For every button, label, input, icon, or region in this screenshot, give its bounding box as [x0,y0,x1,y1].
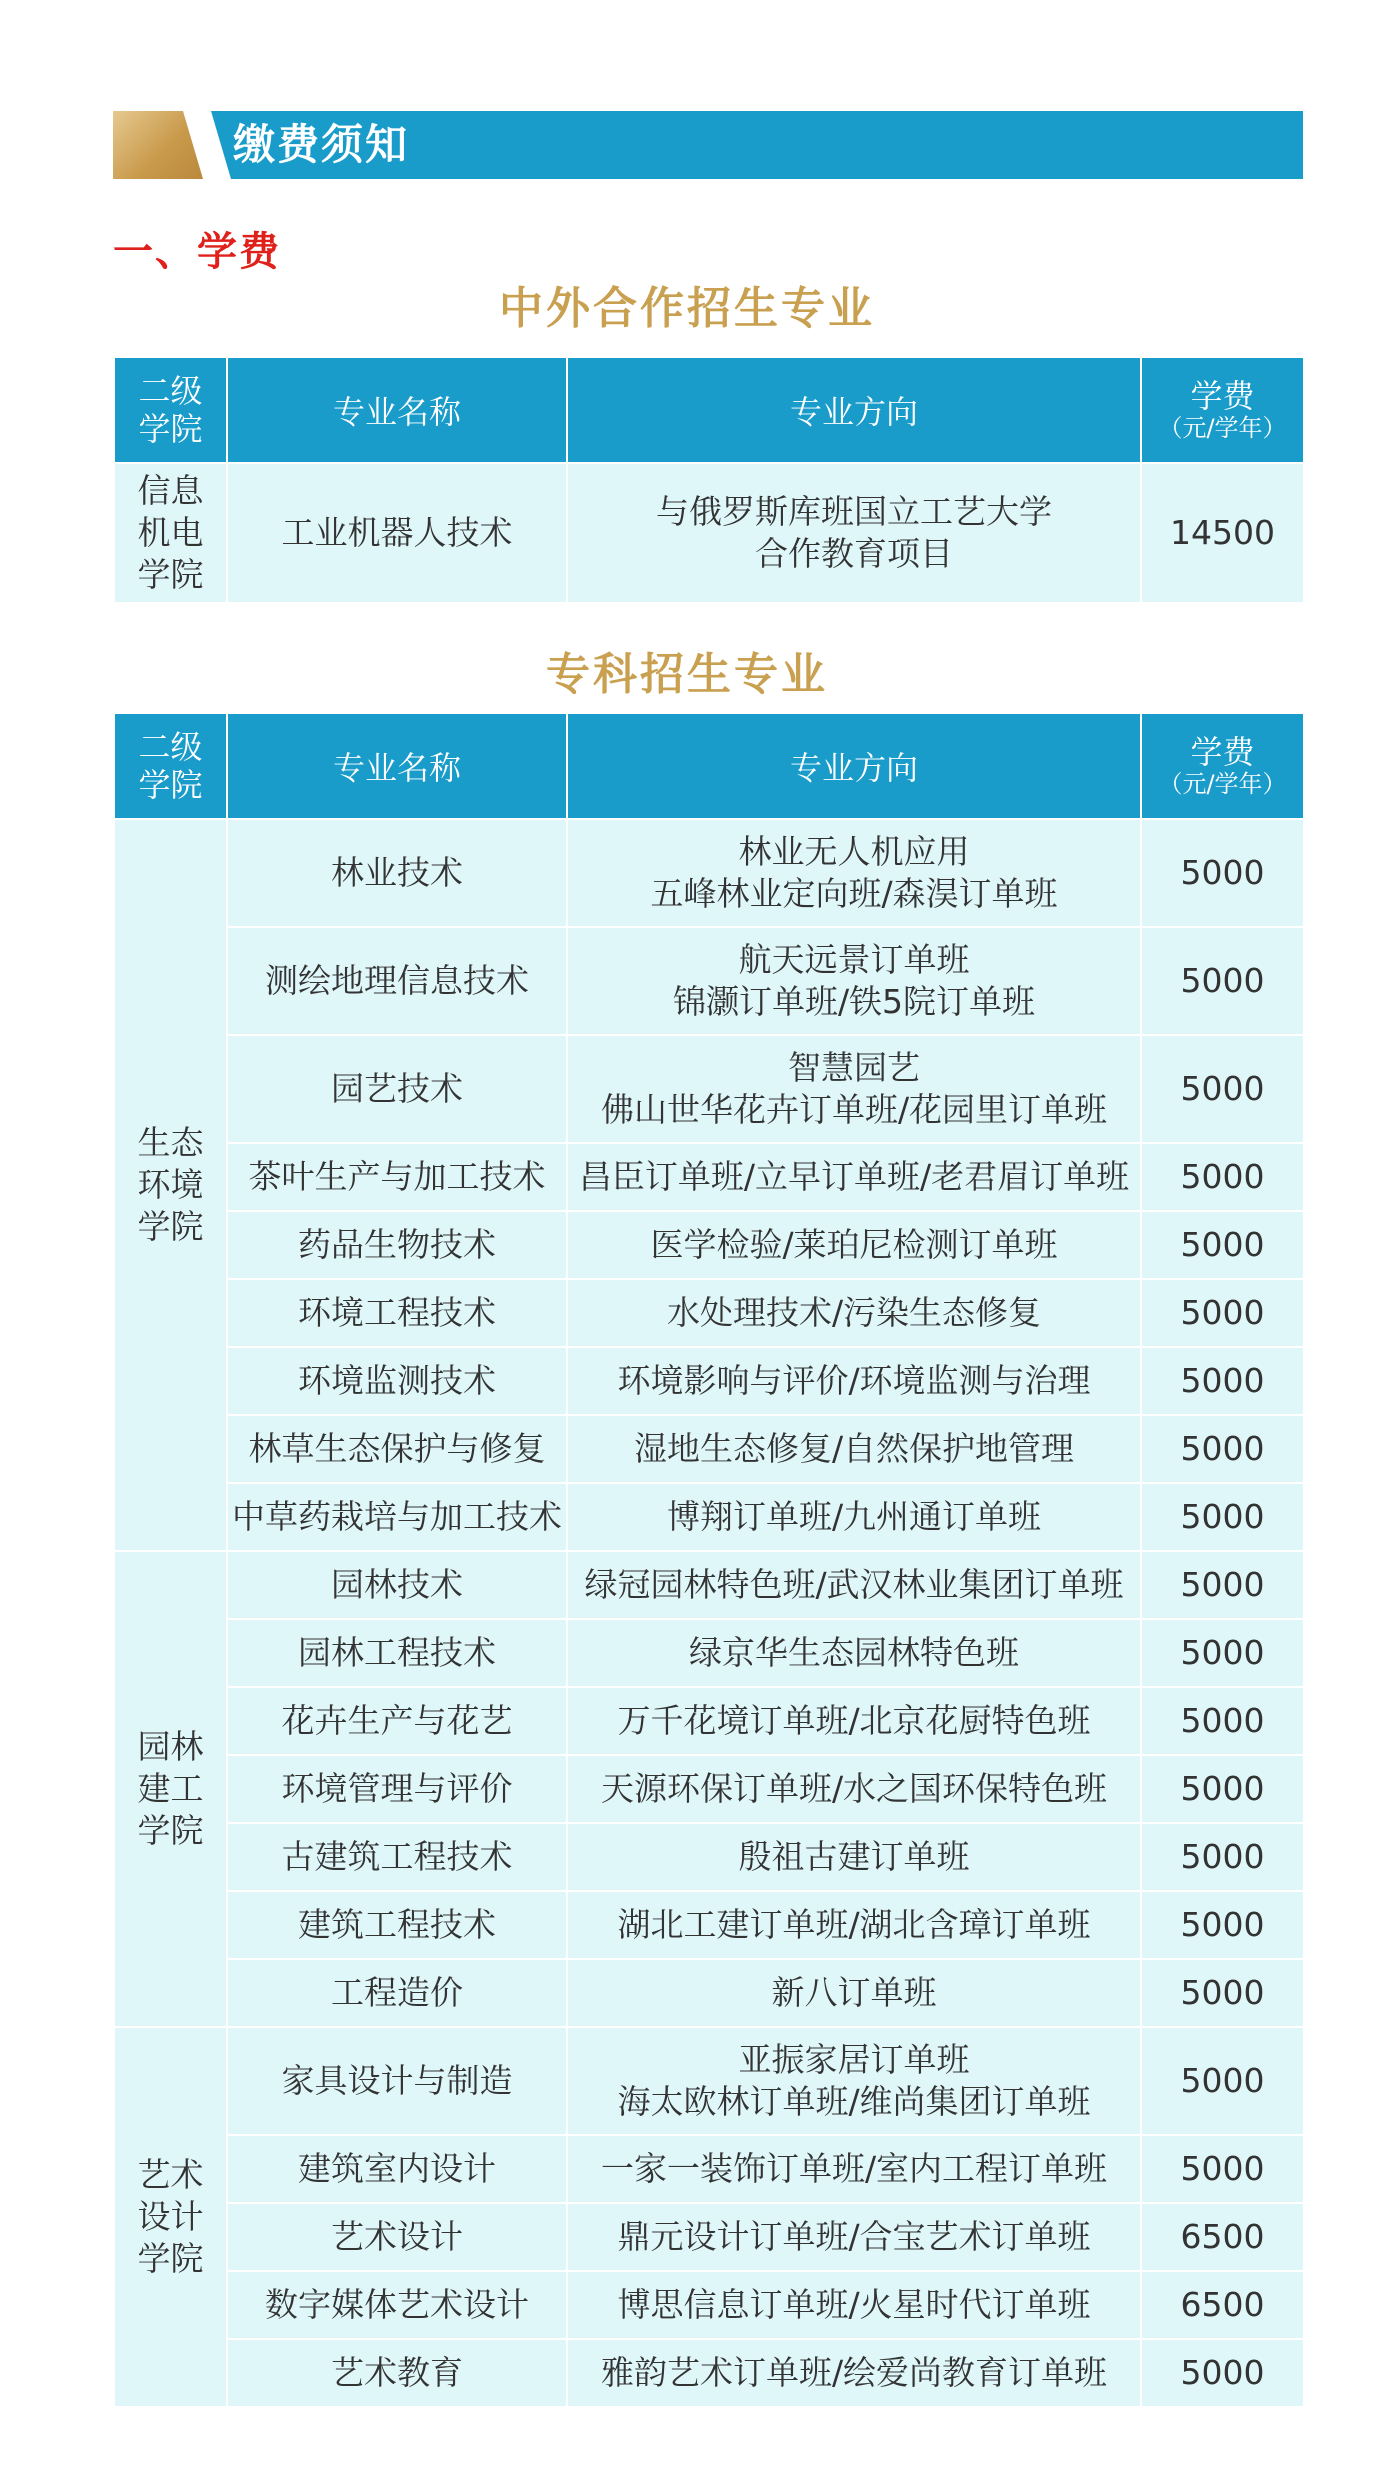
direction-cell: 殷祖古建订单班 [567,1823,1141,1891]
table1-header-row [114,357,1304,463]
major-cell: 建筑室内设计 [227,2135,567,2203]
direction-cell: 绿京华生态园林特色班 [567,1619,1141,1687]
table-row [114,2203,1304,2271]
major-cell: 园林技术 [227,1551,567,1619]
fee-cell: 5000 [1141,1483,1304,1551]
direction-cell: 航天远景订单班 锦灏订单班/铁5院订单班 [567,927,1141,1035]
major-cell: 艺术设计 [227,2203,567,2271]
section-heading: 一、学费 [113,229,281,275]
major-cell: 药品生物技术 [227,1211,567,1279]
fee-cell: 5000 [1141,1415,1304,1483]
header-direction: 专业方向 [567,713,1141,819]
table2 [113,712,1305,2408]
table-row [114,1959,1304,2027]
header-college: 二级 学院 [114,713,227,819]
fee-cell: 5000 [1141,1279,1304,1347]
direction-cell: 新八订单班 [567,1959,1141,2027]
table-row [114,1211,1304,1279]
direction-cell: 水处理技术/污染生态修复 [567,1279,1141,1347]
direction-cell: 医学检验/莱珀尼检测订单班 [567,1211,1141,1279]
table-row [114,1143,1304,1211]
table-row [114,463,1304,603]
table-row [114,2271,1304,2339]
major-cell: 艺术教育 [227,2339,567,2407]
direction-cell: 智慧园艺 佛山世华花卉订单班/花园里订单班 [567,1035,1141,1143]
table1 [113,356,1305,604]
college-cell: 信息 机电 学院 [114,463,227,603]
header-major: 专业名称 [227,357,567,463]
fee-cell: 5000 [1141,1687,1304,1755]
fee-cell: 5000 [1141,819,1304,927]
major-cell: 测绘地理信息技术 [227,927,567,1035]
table1-title: 中外合作招生专业 [499,283,875,334]
fee-cell: 5000 [1141,1755,1304,1823]
fee-cell: 5000 [1141,2027,1304,2135]
header-direction: 专业方向 [567,357,1141,463]
major-cell: 环境工程技术 [227,1279,567,1347]
direction-cell: 绿冠园林特色班/武汉林业集团订单班 [567,1551,1141,1619]
header-college: 二级 学院 [114,357,227,463]
banner-title: 缴费须知 [233,120,410,169]
direction-cell: 湿地生态修复/自然保护地管理 [567,1415,1141,1483]
fee-cell: 5000 [1141,1551,1304,1619]
direction-cell: 昌臣订单班/立早订单班/老君眉订单班 [567,1143,1141,1211]
header-fee: 学费 （元/学年） [1141,713,1304,819]
table-row [114,819,1304,927]
table-row [114,1279,1304,1347]
table-row [114,1687,1304,1755]
table-row [114,1483,1304,1551]
direction-cell: 亚振家居订单班 海太欧林订单班/维尚集团订单班 [567,2027,1141,2135]
table2-title: 专科招生专业 [546,649,828,700]
fee-cell: 5000 [1141,2339,1304,2407]
direction-cell: 鼎元设计订单班/合宝艺术订单班 [567,2203,1141,2271]
fee-cell: 5000 [1141,1619,1304,1687]
section-banner [113,111,1303,179]
fee-cell: 5000 [1141,1347,1304,1415]
major-cell: 家具设计与制造 [227,2027,567,2135]
college-cell: 园林 建工 学院 [114,1551,227,2027]
fee-cell: 5000 [1141,1143,1304,1211]
fee-cell: 5000 [1141,1035,1304,1143]
direction-cell: 雅韵艺术订单班/绘爱尚教育订单班 [567,2339,1141,2407]
major-cell: 古建筑工程技术 [227,1823,567,1891]
direction-cell: 博翔订单班/九州通订单班 [567,1483,1141,1551]
major-cell: 中草药栽培与加工技术 [227,1483,567,1551]
fee-cell: 6500 [1141,2271,1304,2339]
direction-cell: 万千花境订单班/北京花厨特色班 [567,1687,1141,1755]
major-cell: 花卉生产与花艺 [227,1687,567,1755]
major-cell: 环境监测技术 [227,1347,567,1415]
direction-cell: 博思信息订单班/火星时代订单班 [567,2271,1141,2339]
major-cell: 茶叶生产与加工技术 [227,1143,567,1211]
header-major: 专业名称 [227,713,567,819]
table-row [114,1035,1304,1143]
header-fee: 学费 （元/学年） [1141,357,1304,463]
major-cell: 数字媒体艺术设计 [227,2271,567,2339]
direction-cell: 一家一装饰订单班/室内工程订单班 [567,2135,1141,2203]
table-row [114,1551,1304,1619]
table-row [114,1891,1304,1959]
table2-header-row [114,713,1304,819]
fee-cell: 5000 [1141,927,1304,1035]
table-row [114,1823,1304,1891]
table-row [114,2135,1304,2203]
fee-cell: 5000 [1141,1891,1304,1959]
table-row [114,1415,1304,1483]
fee-cell: 5000 [1141,1959,1304,2027]
table-row [114,2027,1304,2135]
table-row [114,1619,1304,1687]
table-row [114,1755,1304,1823]
direction-cell: 天源环保订单班/水之国环保特色班 [567,1755,1141,1823]
fee-cell: 5000 [1141,2135,1304,2203]
direction-cell: 林业无人机应用 五峰林业定向班/森淏订单班 [567,819,1141,927]
direction-cell: 环境影响与评价/环境监测与治理 [567,1347,1141,1415]
table2-body [114,819,1304,2407]
major-cell: 林业技术 [227,819,567,927]
major-cell: 环境管理与评价 [227,1755,567,1823]
major-cell: 林草生态保护与修复 [227,1415,567,1483]
major-cell: 工业机器人技术 [227,463,567,603]
table-row [114,1347,1304,1415]
table-row [114,2339,1304,2407]
fee-cell: 6500 [1141,2203,1304,2271]
fee-cell: 5000 [1141,1211,1304,1279]
direction-cell: 与俄罗斯库班国立工艺大学 合作教育项目 [567,463,1141,603]
table-row [114,927,1304,1035]
direction-cell: 湖北工建订单班/湖北含璋订单班 [567,1891,1141,1959]
college-cell: 艺术 设计 学院 [114,2027,227,2407]
major-cell: 工程造价 [227,1959,567,2027]
major-cell: 园林工程技术 [227,1619,567,1687]
fee-cell: 14500 [1141,463,1304,603]
major-cell: 园艺技术 [227,1035,567,1143]
major-cell: 建筑工程技术 [227,1891,567,1959]
college-cell: 生态 环境 学院 [114,819,227,1551]
fee-cell: 5000 [1141,1823,1304,1891]
